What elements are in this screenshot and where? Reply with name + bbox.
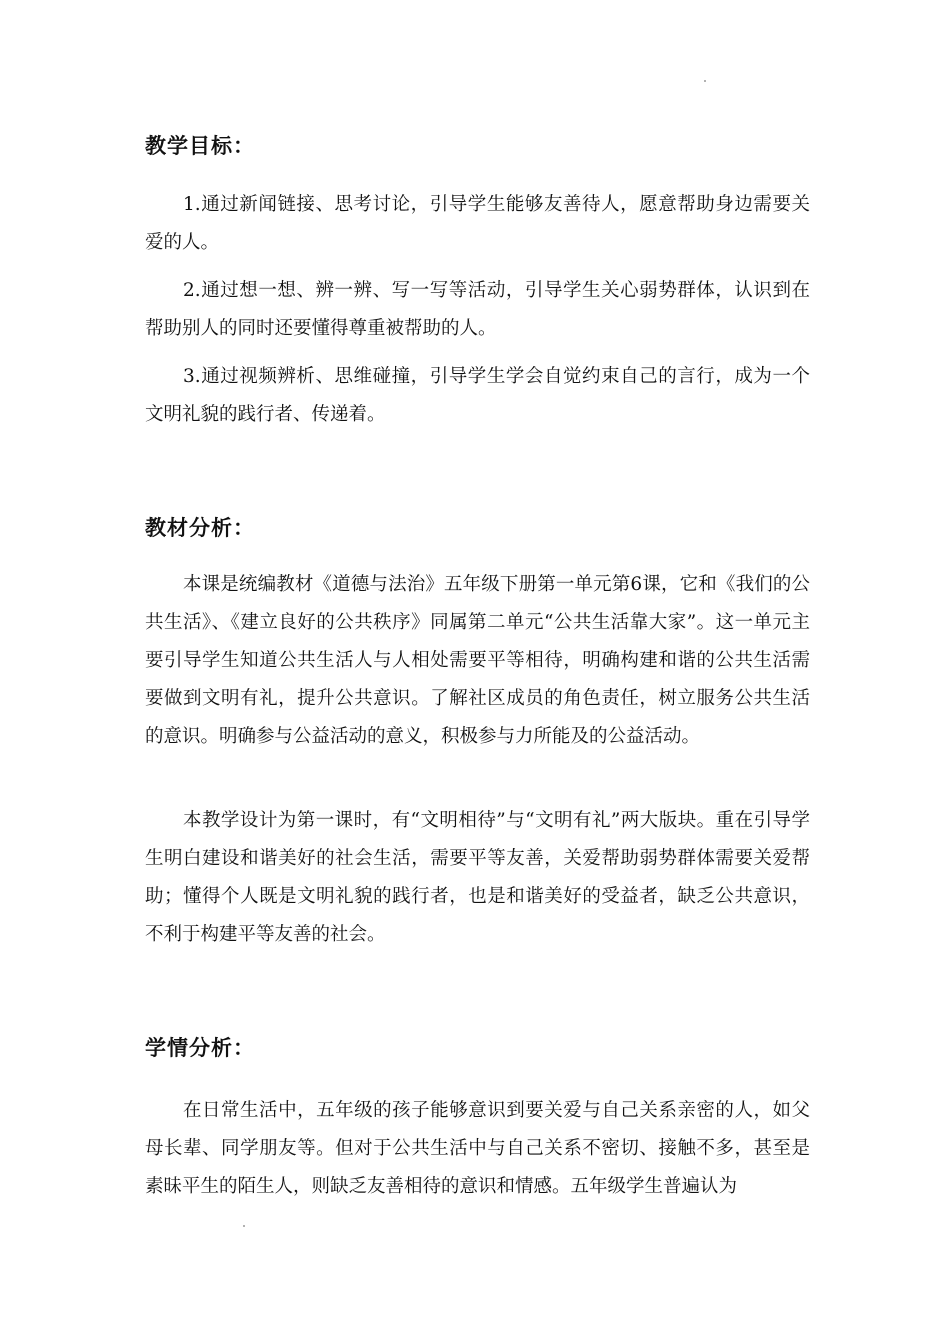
section-heading-material-analysis: 教材分析： bbox=[145, 516, 255, 540]
material-paragraph-1: 本课是统编教材《道德与法治》五年级下册第一单元第6课，它和《我们的公共生活》、《建立良好的公共秩序》同属第二单元“公共生活靠大家”。这一单元主要引导学生知道公共生活人与人相处需要平等相待，明确构建和谐的公共生活需要做到文明有礼，提升公共意识。了解社区成员的角色责任，树立服务公共生活的意识。明确参与公益活动的意义，积极参与力所能及的公益活动。 bbox=[145, 574, 810, 747]
section-heading-student-analysis: 学情分析： bbox=[145, 1036, 255, 1060]
scan-dot-top bbox=[704, 80, 706, 82]
scan-dot-bottom bbox=[243, 1225, 245, 1227]
goal-paragraph-1: 1.通过新闻链接、思考讨论，引导学生能够友善待人，愿意帮助身边需要关爱的人。 bbox=[145, 194, 810, 253]
section-heading-teaching-goals: 教学目标： bbox=[145, 134, 255, 158]
goal-paragraph-3: 3.通过视频辨析、思维碰撞，引导学生学会自觉约束自己的言行，成为一个文明礼貌的践行者、传递着。 bbox=[145, 366, 810, 425]
material-paragraph-2: 本教学设计为第一课时，有“文明相待”与“文明有礼”两大版块。重在引导学生明白建设和谐美好的社会生活，需要平等友善，关爱帮助弱势群体需要关爱帮助；懂得个人既是文明礼貌的践行者，也是和谐美好的受益者，缺乏公共意识，不利于构建平等友善的社会。 bbox=[145, 810, 810, 945]
goal-paragraph-2: 2.通过想一想、辨一辨、写一写等活动，引导学生关心弱势群体，认识到在帮助别人的同时还要懂得尊重被帮助的人。 bbox=[145, 280, 810, 339]
student-paragraph-1: 在日常生活中，五年级的孩子能够意识到要关爱与自己关系亲密的人，如父母长辈、同学朋友等。但对于公共生活中与自己关系不密切、接触不多，甚至是素昧平生的陌生人，则缺乏友善相待的意识和情感。五年级学生普遍认为 bbox=[145, 1100, 810, 1197]
